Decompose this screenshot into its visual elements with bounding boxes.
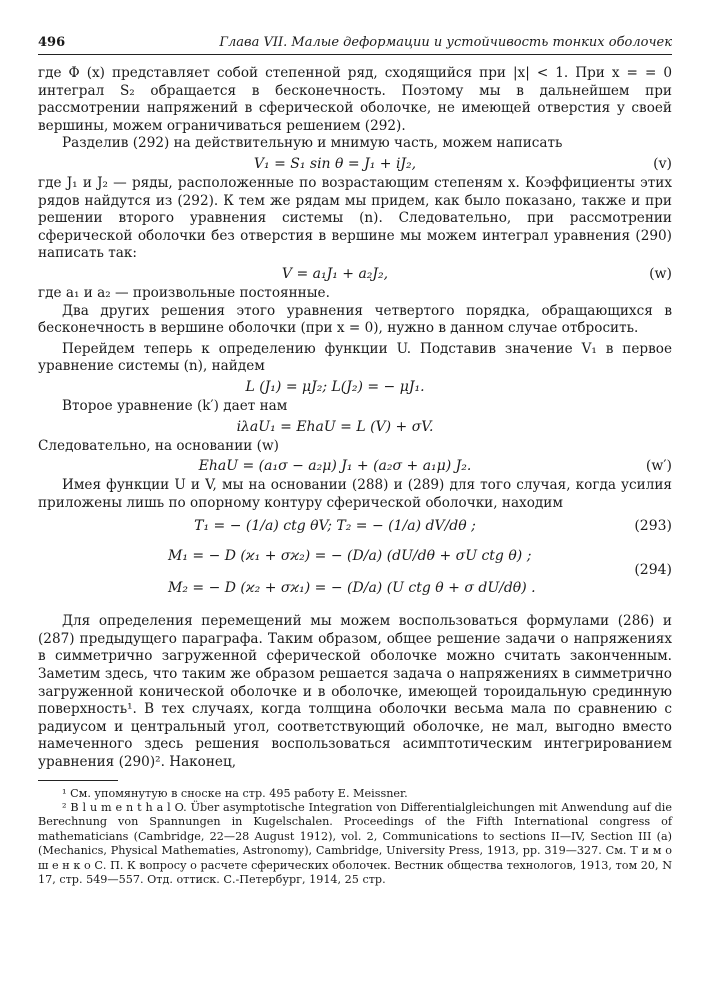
equation-294 <box>38 540 672 610</box>
equation-v-body: V₁ = S₁ sin θ = J₁ + iJ₂, <box>253 155 417 172</box>
equation-w-prime <box>38 455 672 477</box>
page <box>38 32 672 887</box>
paragraph-8: Следовательно, на основании (w) <box>38 437 279 454</box>
footnote-1 <box>38 787 672 801</box>
footnote-2-mark: ² <box>62 801 67 815</box>
equation-k <box>38 416 672 438</box>
footnote-separator <box>38 780 118 781</box>
equation-w <box>38 263 672 285</box>
equation-w-tag: (w) <box>649 265 672 282</box>
page-header <box>38 32 672 55</box>
running-title: Глава VII. Малые деформации и устойчивость тонких оболочек <box>219 35 672 50</box>
equation-294-line-2: M₂ = − D (ϰ₂ + σϰ₁) = − (D/a) (U ctg θ + σ dU/dθ) . <box>168 580 536 597</box>
paragraph-5: Два других решения этого уравнения четвертого порядка, обращающихся в бесконечность в вершине оболочки (при x = 0), нужно в данном случае отбросить. <box>38 302 672 337</box>
paragraph-9: Имея функции U и V, мы на основании (288) и (289) для того случая, когда усилия приложены лишь по опорному контуру сферической оболочки, находим <box>38 477 672 511</box>
equation-294-line-1: M₁ = − D (ϰ₁ + σϰ₂) = − (D/a) (dU/dθ + σU ctg θ) ; <box>168 548 532 565</box>
paragraph-7: Второе уравнение (k′) дает нам <box>62 397 288 414</box>
equation-v-tag: (v) <box>653 155 672 172</box>
equation-294-tag: (294) <box>634 562 672 579</box>
footnote-2 <box>38 801 672 887</box>
equation-293 <box>38 512 672 540</box>
equation-v <box>38 153 672 175</box>
equation-L <box>38 376 672 398</box>
footnote-2-text: B l u m e n t h a l O. Über asymptotische Integration von Differentialgleichungen mit Anwendung auf die Berechnung von Spannungen in Kugelschalen. Proceedings of the Fifth International congress of mathematicians (Cambridge, 22—28 August 1912), vol. 2, Communications to sections II—IV, Section III (a) (Mechanics, Physical Mathematies, Astronomy), Cambridge, University Press, 1913, pp. 319—327. См. Т и м о ш е н к о С. П. К вопросу о расчете сферических оболочек. Вестник общества технологов, 1913, том 20, N 17, стр. 549—557. Отд. оттиск. С.-Петербург, 1914, 25 стр. <box>38 801 672 887</box>
paragraph-6: Перейдем теперь к определению функции U. Подставив значение V₁ в первое уравнение системы (n), найдем <box>38 340 672 375</box>
equation-293-tag: (293) <box>634 518 672 535</box>
equation-w-prime-tag: (w′) <box>645 458 672 475</box>
equation-293-body: T₁ = − (1/a) ctg θV; T₂ = − (1/a) dV/dθ ; <box>194 518 476 535</box>
equation-w-prime-body: EhaU = (a₁σ − a₂μ) J₁ + (a₂σ + a₁μ) J₂. <box>198 458 472 475</box>
paragraph-10: Для определения перемещений мы можем воспользоваться формулами (286) и (287) предыдущего параграфа. Таким образом, общее решение задачи о напряжениях в симметрично загруженной сферической оболочке можно считать законченным. Заметим здесь, что таким же образом решается задача о напряжениях в симметрично загруженной конической оболочке и в оболочке, имеющей тороидальную срединную поверхность¹. В тех случаях, когда толщина оболочки весьма мала по сравнению с радиусом и центральный угол, соответствующий оболочке, не мал, выгодно вместо намеченного здесь решения воспользоваться асимптотическим интегрированием уравнения (290)². Наконец, <box>38 613 672 771</box>
footnote-1-mark: ¹ <box>62 786 67 800</box>
paragraph-2: Разделив (292) на действительную и мнимую часть, можем написать <box>62 135 563 152</box>
footnote-1-text: См. упомянутую в сноске на стр. 495 работу E. Meissner. <box>70 786 408 800</box>
paragraph-1: где Φ (x) представляет собой степенной ряд, сходящийся при |x| < 1. При x = = 0 интеграл S₂ обращается в бесконечность. Поэтому мы в дальнейшем при рассмотрении напряжений в сферической оболочке, не имеющей отверстия у своей вершины, можем ограничиваться решением (292). <box>38 65 672 134</box>
paragraph-3: где J₁ и J₂ — ряды, расположенные по возрастающим степеням x. Коэффициенты этих рядов найдутся из (292). К тем же рядам мы придем, как было показано, также и при решении второго уравнения системы (n). Следовательно, при рассмотрении сферической оболочки без отверстия в вершине мы можем интеграл уравнения (290) написать так: <box>38 174 672 262</box>
page-number: 496 <box>38 35 66 50</box>
equation-w-body: V = a₁J₁ + a₂J₂, <box>281 265 389 282</box>
paragraph-4: где a₁ и a₂ — произвольные постоянные. <box>38 284 330 301</box>
equation-k-body: iλaU₁ = EhaU = L (V) + σV. <box>236 418 434 435</box>
equation-L-body: L (J₁) = μJ₂; L(J₂) = − μJ₁. <box>245 378 425 395</box>
